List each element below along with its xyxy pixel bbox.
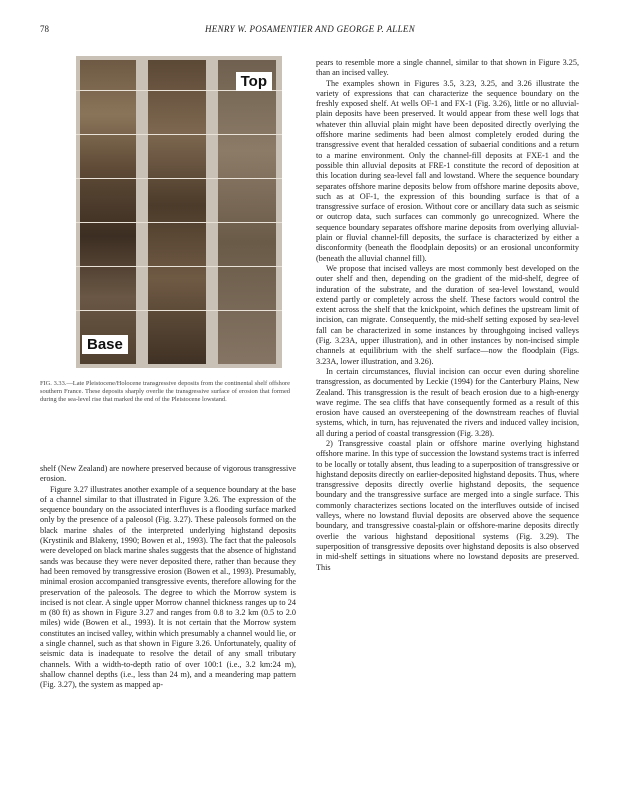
core-tray-divider <box>76 310 282 311</box>
figure-label-top: Top <box>236 72 272 91</box>
core-tray-divider <box>76 134 282 135</box>
figure-label-base: Base <box>82 335 128 354</box>
core-column-1 <box>80 60 136 364</box>
core-column-2 <box>148 60 206 364</box>
paragraph: shelf (New Zealand) are nowhere preserved because of vigorous transgressive erosion. <box>40 464 296 484</box>
core-tray-divider <box>76 222 282 223</box>
page-number: 78 <box>40 24 49 34</box>
paragraph: pears to resemble more a single channel, similar to that shown in Figure 3.25, than an incised valley. <box>316 58 579 78</box>
core-photo-figure <box>76 56 282 368</box>
core-tray-divider <box>76 266 282 267</box>
figure-caption: FIG. 3.33.—Late Pleistocene/Holocene transgressive deposits from the continental shelf offshore southern France. These deposits sharply overlie the transgressive surface of erosion that formed during the sea-level rise that marked the end of the Pleistocene lowstand. <box>40 380 290 404</box>
paragraph: In certain circumstances, fluvial incision can occur even during shoreline transgression, as documented by Leckie (1994) for the Canterbury Plains, New Zealand. This transgression is the result of beach erosion due to a high-energy wave regime. The sea cliffs that have consequently formed as a result of this erosion have caused an oversteepening of the downstream reaches of fluvial systems, which, in turn, has rejuvenated the rivers and induced valley incision, all during a period of coastal transgression (Fig. 3.28). <box>316 366 579 438</box>
paragraph: The examples shown in Figures 3.5, 3.23, 3.25, and 3.26 illustrate the variety of expressions that can characterize the sequence boundary on the freshly exposed shelf. At wells OF-1 and FX-1 (Fig. 3.26), little or no alluvial-plain deposits have been preserved. It would appear from these well logs that whatever thin alluvial plain might have been deposited directly overlying the offshore marine sediments had been almost completely eroded during the transgressive event that heralded cessation of subaerial conditions and a return to a marine environment. Only the channel-fill deposits at FXE-1 and the possible thin alluvial deposits at FRE-1 constitute the record of deposition at this location during sea-level fall and lowstand. Where the sequence boundary separates offshore marine deposits below from offshore marine deposits above, such as at OF-1, the expression of this bounding surface is that of a transgressive surface of erosion. Without core or ancillary data such as seismic or outcrop data, such surfaces can commonly go unrecognized. Where the sequence boundary separates offshore marine deposits from overlying alluvial-plain or fluvial channel-fill deposits, the surface is characterized by either a disconformity (beneath the floodplain deposits) or an erosional unconformity (beneath the alluvial channel fill). <box>316 78 579 263</box>
left-text-column <box>40 464 296 691</box>
paragraph: We propose that incised valleys are most commonly best developed on the outer shelf and then, depending on the gradient of the mid-shelf, degree of induration of the substrate, and the duration of sea-level lowstand, would extend partly or completely across the shelf. These factors would control the extent across the shelf that the knickpoint, which defines the upstream limit of incision, can migrate. Consequently, the mid-shelf setting exposed by sea-level fall can be characterized in some instances by throughgoing incised valleys (Fig. 3.23A, upper illustration), and in other instances by non-incised simple channels at equilibrium with the shelf surface—now the floodplain (Figs. 3.23A, lower illustration, and 3.26). <box>316 263 579 366</box>
page-header <box>40 24 580 38</box>
core-tray-divider <box>76 178 282 179</box>
running-head-authors: HENRY W. POSAMENTIER AND GEORGE P. ALLEN <box>204 24 415 34</box>
paragraph: 2) Transgressive coastal plain or offshore marine overlying highstand offshore marine. In this type of succession the lowstand systems tract is inferred to be locally or totally absent, thus leading to a superposition of transgressive or highstand deposits directly on earlier-deposited highstand deposits. Thus, where transgressive deposits directly overlie highstand deposits, the sequence boundary and the transgressive surface are merged into a single surface. This commonly characterizes sections located on the interfluves outside of incised valleys, where no lowstand fluvial deposits are observed above the sequence boundary, and transgressive coastal-plain or offshore-marine deposits directly overlie the various highstand depositional systems (Fig. 3.29). The superposition of transgressive deposits over highstand deposits is also observed in mid-shelf settings in situations where no lowstand deposits are preserved. This <box>316 438 579 572</box>
right-text-column <box>316 58 579 573</box>
core-column-3 <box>218 60 276 364</box>
paragraph: Figure 3.27 illustrates another example of a sequence boundary at the base of a channel similar to that illustrated in Figure 3.26. The expression of the sequence boundary on the associated interfluves is a flooding surface marked only by the presence of a paleosol (Fig. 3.27). These paleosols formed on the black marine shales of the interpreted underlying highstand deposits (Krystinik and Blakeny, 1990; Bowen et al., 1993). The fact that the paleosols were developed on black marine shales suggests that the absence of highstand sands was because they were never deposited there, rather than because they had been removed by transgressive erosion (Bowen et al., 1993). Presumably, minimal erosion accompanied transgressive events, therefore allowing for the preservation of the paleosols. The degree to which the Morrow system is incised is not clear. A single upper Morrow channel thickness ranges up to 24 m (80 ft) as shown in Figure 3.27 and ranges from 0.8 to 3.2 km (0.5 to 2.0 miles) wide (Bowen et al., 1993). It is not certain that the Morrow system constitutes an incised valley, within which presumably a channel would lie, or a single channel, such as that shown in Figure 3.26. Unfortunately, quality of seismic data is inadequate to resolve the detail of any small tributary channels. With a width-to-depth ratio of over 100:1 (i.e., 3.2 km:24 m), shallow channel depths (i.e., less than 24 m), and a meandering map pattern (Fig. 3.27), the system as mapped ap- <box>40 484 296 690</box>
